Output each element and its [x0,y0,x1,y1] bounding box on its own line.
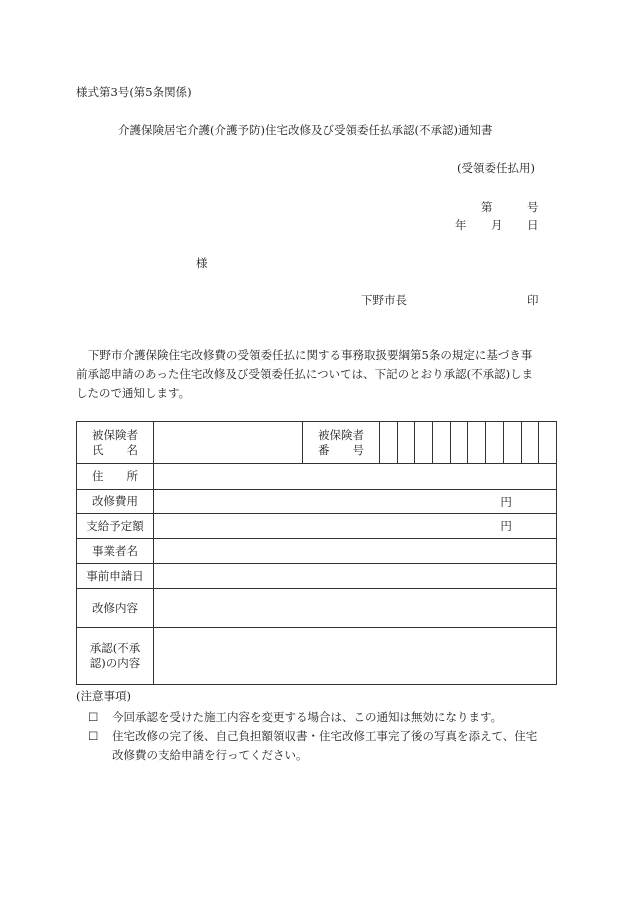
cost-unit: 円 [500,494,512,509]
insured-number-digit[interactable] [433,422,451,464]
insured-number-digit[interactable] [397,422,415,464]
insured-number-digit[interactable] [503,422,521,464]
payment-field[interactable] [154,514,557,539]
checkbox-icon[interactable]: ☐ [88,710,99,724]
note-text: 今回承認を受けた施工内容を変更する場合は、この通知は無効になります。 [112,710,503,724]
document-subtitle: (受領委任払用) [457,161,535,175]
note-text: 住宅改修の完了後、自己負担額領収書・住宅改修工事完了後の写真を添えて、住宅 [112,729,538,743]
issuer: 下野市長 [361,293,407,307]
apply-date-label: 事前申請日 [77,564,154,589]
date-year: 年 [455,218,467,232]
insured-number-digit[interactable] [539,422,557,464]
doc-number-suffix: 号 [527,200,539,214]
checkbox-icon[interactable]: ☐ [88,729,99,743]
date-month: 月 [491,218,503,232]
insured-number-digit[interactable] [450,422,468,464]
apply-date-field[interactable] [154,564,557,589]
insured-name-label: 被保険者 氏 名 [77,422,154,464]
document-title: 介護保険居宅介護(介護予防)住宅改修及び受領委任払承認(不承認)通知書 [118,123,493,137]
cost-field[interactable] [154,490,557,514]
date-day: 日 [527,218,539,232]
business-label: 事業者名 [77,539,154,564]
note-text: 改修費の支給申請を行ってください。 [112,748,308,762]
content-label: 改修内容 [77,589,154,628]
approval-field[interactable] [154,628,557,685]
notes-title: (注意事項) [76,689,131,703]
address-label: 住 所 [77,464,154,490]
insured-number-digit[interactable] [380,422,398,464]
body-line-2: 前承認申請のあった住宅改修及び受領委任払については、下記のとおり承認(不承認)しま [76,367,534,381]
approval-label: 承認(不承 認)の内容 [77,628,154,685]
cost-label: 改修費用 [77,490,154,514]
insured-number-digit[interactable] [486,422,504,464]
form-number: 様式第3号(第5条関係) [76,85,192,99]
insured-number-digit[interactable] [468,422,486,464]
content-field[interactable] [154,589,557,628]
note-item [88,727,558,765]
payment-unit: 円 [500,519,512,533]
seal-mark: 印 [527,293,539,307]
body-line-3: したので通知します。 [76,386,191,400]
payment-label: 支給予定額 [77,514,154,539]
business-field[interactable] [154,539,557,564]
address-field[interactable] [154,464,557,490]
addressee-suffix: 様 [196,256,208,270]
doc-number-prefix: 第 [481,200,493,214]
insured-number-label: 被保険者 番 号 [303,422,380,464]
note-item [88,708,558,727]
insured-name-field[interactable] [154,422,303,464]
body-line-1: 下野市介護保険住宅改修費の受領委任払に関する事務取扱要綱第5条の規定に基づき事 [88,348,533,362]
insured-number-digit[interactable] [521,422,539,464]
insured-number-digit[interactable] [415,422,433,464]
application-table [76,421,557,685]
